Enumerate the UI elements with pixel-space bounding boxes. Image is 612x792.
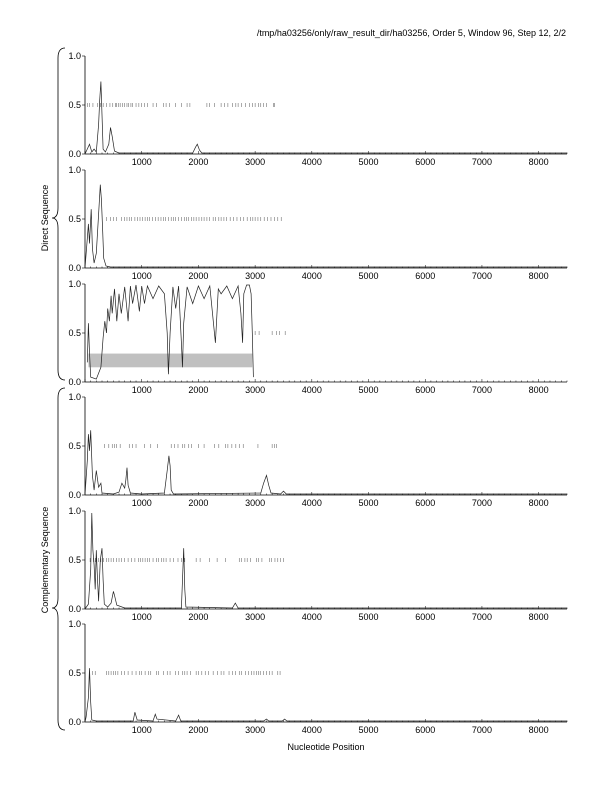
x-tick-label: 7000 (471, 271, 492, 281)
panel-complementary-3 (68, 619, 567, 735)
x-tick-label: 3000 (245, 498, 266, 508)
y-tick-label: 0.0 (68, 490, 81, 500)
y-tick-label: 1.0 (68, 165, 81, 175)
y-tick-label: 1.0 (68, 392, 81, 402)
x-tick-label: 5000 (358, 157, 379, 167)
series-line (85, 82, 567, 155)
x-tick-label: 2000 (188, 612, 209, 622)
x-tick-label: 8000 (528, 725, 549, 735)
x-axis-label: Nucleotide Position (287, 742, 365, 752)
x-tick-label: 8000 (528, 612, 549, 622)
x-tick-label: 4000 (301, 385, 322, 395)
x-tick-label: 2000 (188, 271, 209, 281)
y-tick-label: 0.5 (68, 100, 81, 110)
y-tick-label: 0.0 (68, 717, 81, 727)
y-tick-label: 0.5 (68, 441, 81, 451)
x-tick-label: 8000 (528, 271, 549, 281)
series-line (85, 668, 567, 722)
y-tick-label: 0.5 (68, 214, 81, 224)
x-tick-label: 1000 (131, 498, 152, 508)
series-line (85, 430, 567, 495)
x-tick-label: 6000 (415, 271, 436, 281)
x-tick-label: 4000 (301, 271, 322, 281)
x-tick-label: 7000 (471, 612, 492, 622)
x-tick-label: 2000 (188, 385, 209, 395)
x-tick-label: 4000 (301, 612, 322, 622)
panel-direct-1 (68, 51, 567, 167)
x-tick-label: 1000 (131, 385, 152, 395)
complementary-brace (52, 388, 65, 730)
x-tick-label: 5000 (358, 612, 379, 622)
y-tick-label: 1.0 (68, 279, 81, 289)
x-tick-label: 5000 (358, 271, 379, 281)
x-tick-label: 7000 (471, 498, 492, 508)
x-tick-label: 6000 (415, 498, 436, 508)
panel-direct-2 (68, 165, 567, 281)
x-tick-label: 6000 (415, 385, 436, 395)
x-tick-label: 2000 (188, 157, 209, 167)
x-tick-label: 8000 (528, 157, 549, 167)
y-tick-label: 1.0 (68, 619, 81, 629)
panels (68, 51, 567, 735)
highlight-bar (88, 354, 252, 368)
x-tick-label: 5000 (358, 385, 379, 395)
x-tick-label: 7000 (471, 725, 492, 735)
x-tick-label: 2000 (188, 725, 209, 735)
series-line (85, 513, 567, 609)
complementary-sequence-label: Complementary Sequence (40, 506, 50, 614)
direct-brace (52, 48, 65, 380)
x-tick-label: 6000 (415, 612, 436, 622)
x-tick-label: 5000 (358, 498, 379, 508)
direct-sequence-label: Direct Sequence (40, 184, 50, 252)
x-tick-label: 7000 (471, 385, 492, 395)
series-line (85, 185, 567, 268)
x-tick-label: 4000 (301, 157, 322, 167)
x-tick-label: 4000 (301, 498, 322, 508)
y-tick-label: 1.0 (68, 506, 81, 516)
y-tick-label: 0.5 (68, 328, 81, 338)
x-tick-label: 3000 (245, 271, 266, 281)
panel-complementary-1 (68, 392, 567, 508)
x-tick-label: 3000 (245, 157, 266, 167)
x-tick-label: 3000 (245, 385, 266, 395)
x-tick-label: 6000 (415, 725, 436, 735)
y-tick-label: 0.0 (68, 377, 81, 387)
y-tick-label: 0.0 (68, 263, 81, 273)
x-tick-label: 1000 (131, 271, 152, 281)
x-tick-label: 5000 (358, 725, 379, 735)
y-tick-label: 0.0 (68, 604, 81, 614)
x-tick-label: 8000 (528, 385, 549, 395)
x-tick-label: 3000 (245, 725, 266, 735)
x-tick-label: 1000 (131, 725, 152, 735)
x-tick-label: 3000 (245, 612, 266, 622)
x-tick-label: 1000 (131, 157, 152, 167)
figure-header: /tmp/ha03256/only/raw_result_dir/ha03256, Order 5, Window 96, Step 12, 2/2 (256, 28, 566, 38)
panel-complementary-2 (68, 506, 567, 622)
x-tick-label: 1000 (131, 612, 152, 622)
y-tick-label: 0.5 (68, 555, 81, 565)
x-tick-label: 6000 (415, 157, 436, 167)
x-tick-label: 7000 (471, 157, 492, 167)
y-tick-label: 1.0 (68, 51, 81, 61)
y-tick-label: 0.5 (68, 668, 81, 678)
y-tick-label: 0.0 (68, 149, 81, 159)
panel-direct-3 (68, 279, 567, 395)
x-tick-label: 8000 (528, 498, 549, 508)
x-tick-label: 4000 (301, 725, 322, 735)
x-tick-label: 2000 (188, 498, 209, 508)
